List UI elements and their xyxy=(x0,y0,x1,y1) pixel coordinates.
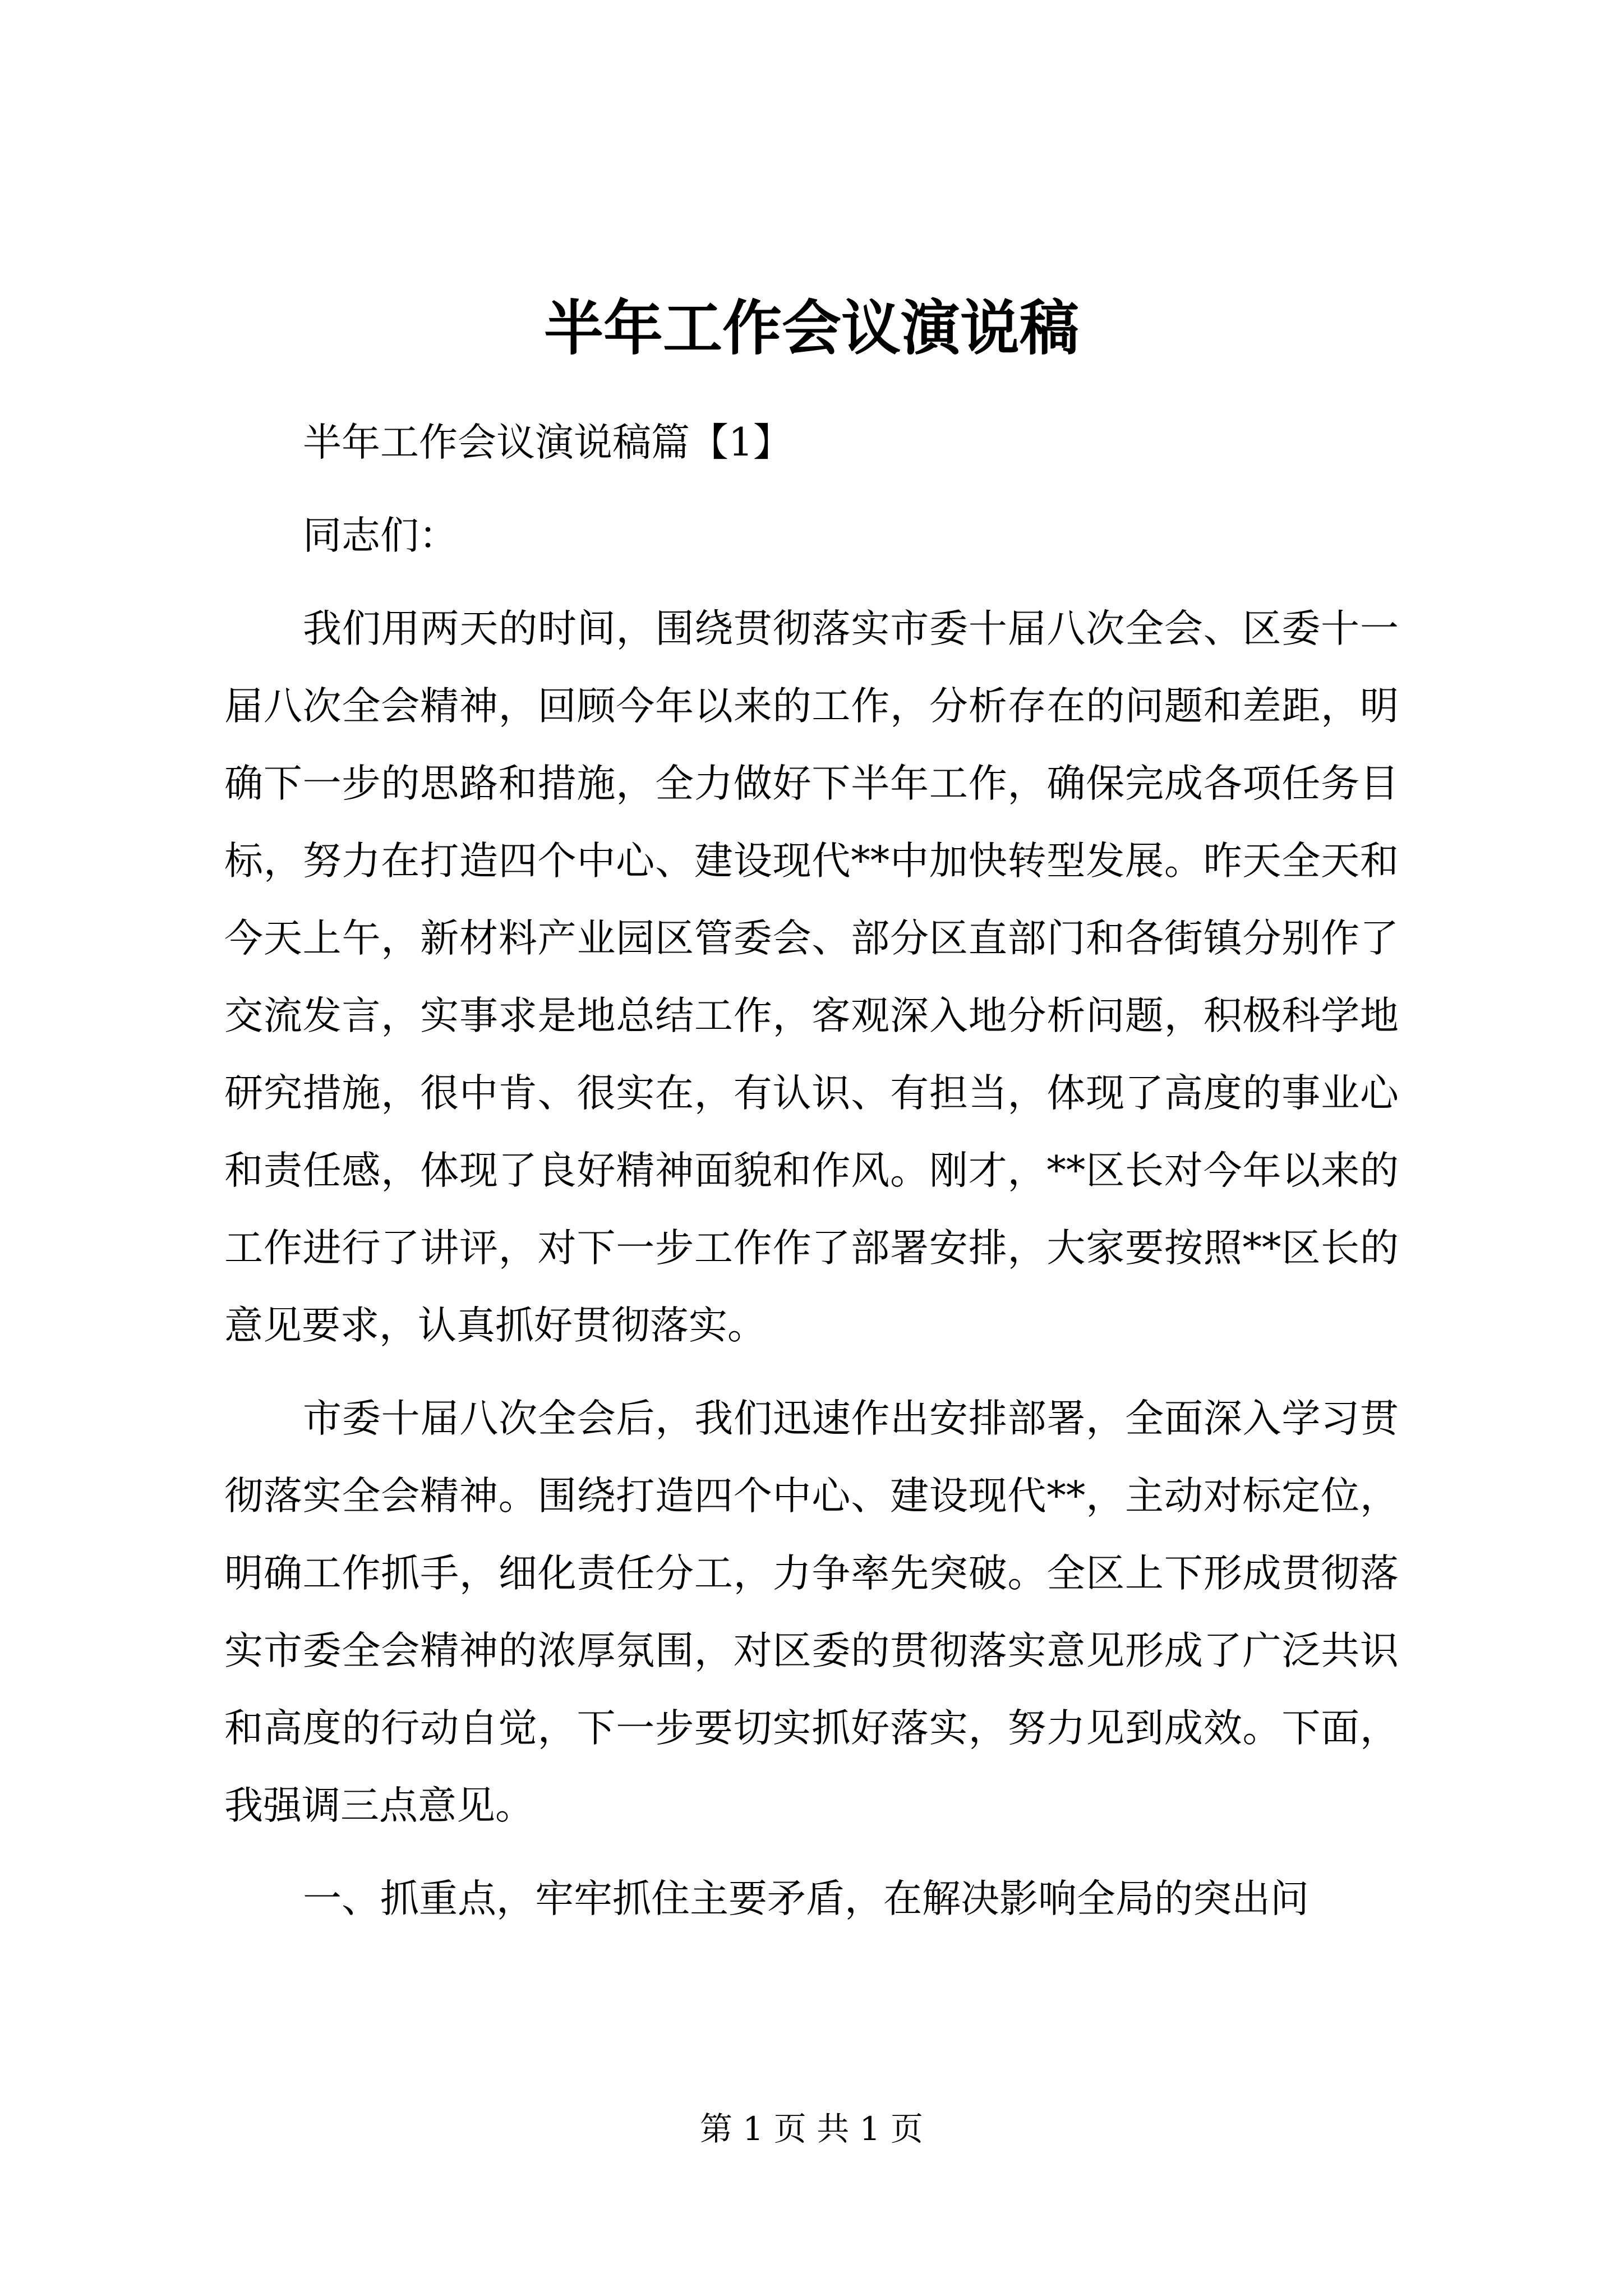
body-paragraph: 我们用两天的时间，围绕贯彻落实市委十届八次全会、区委十一届八次全会精神，回顾今年以来的工作，分析存在的问题和差距，明确下一步的思路和措施，全力做好下半年工作，确保完成各项任务目标，努力在打造四个中心、建设现代**中加快转型发展。昨天全天和今天上午，新材料产业园区管委会、部分区直部门和各街镇分别作了交流发言，实事求是地总结工作，客观深入地分析问题，积极科学地研究措施，很中肯、很实在，有认识、有担当，体现了高度的事业心和责任感，体现了良好精神面貌和作风。刚才，**区长对今年以来的工作进行了讲评，对下一步工作作了部署安排，大家要按照**区长的意见要求，认真抓好贯彻落实。 xyxy=(224,606,1399,1348)
document-title: 半年工作会议演说稿 xyxy=(544,293,1079,363)
page-footer: 第 1 页 共 1 页 xyxy=(700,2110,923,2148)
body-paragraph: 一、抓重点，牢牢抓住主要矛盾，在解决影响全局的突出问 xyxy=(303,1876,1309,1921)
document-body xyxy=(0,404,1623,1953)
section-heading: 半年工作会议演说稿篇【1】 xyxy=(303,420,792,465)
body-paragraph: 市委十届八次全会后，我们迅速作出安排部署，全面深入学习贯彻落实全会精神。围绕打造四个中心、建设现代**，主动对标定位，明确工作抓手，细化责任分工，力争率先突破。全区上下形成贯彻落实市委全会精神的浓厚氛围，对区委的贯彻落实意见形成了广泛共识和高度的行动自觉，下一步要切实抓好落实，努力见到成效。下面，我强调三点意见。 xyxy=(224,1396,1399,1828)
salutation: 同志们： xyxy=(303,513,458,558)
